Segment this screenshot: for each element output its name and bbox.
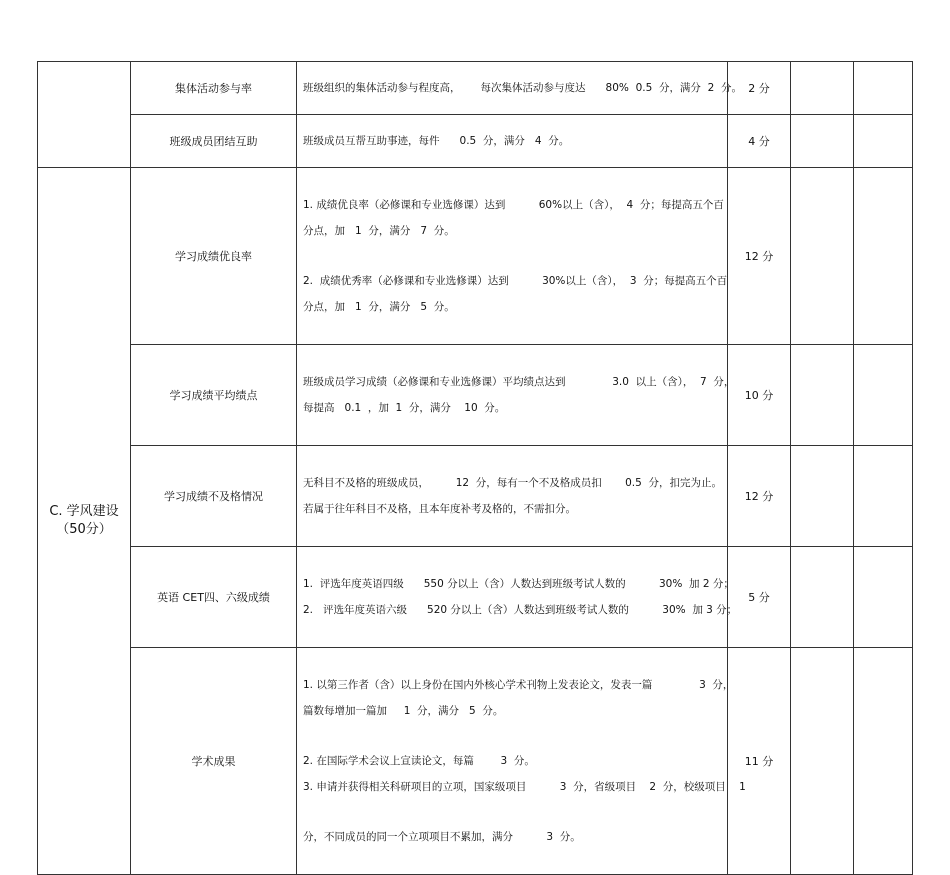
blank-cell [791, 446, 854, 547]
table-row [38, 648, 913, 875]
blank-cell [854, 648, 913, 875]
category-cell [38, 168, 131, 875]
item-description: 无科目不及格的班级成员， 12 分，每有一个不及格成员扣 0.5 分，扣完为止。 若属于往年科目不及格，且本年度补考及格的，不需扣分。 [297, 446, 728, 547]
blank-cell [854, 168, 913, 345]
item-description: 班级成员学习成绩（必修课和专业选修课）平均绩点达到 3.0 以上（含）， 7 分， 每提高 0.1 ，加 1 分，满分 10 分。 [297, 345, 728, 446]
blank-cell [854, 62, 913, 115]
item-description: 1. 以第三作者（含）以上身份在国内外核心学术刊物上发表论文，发表一篇 3 分， 篇数每增加一篇加 1 分，满分 5 分。 2. 在国际学术会议上宣读论文，每篇 3 分。 3. 申请并获得相关科研项目的立项，国家级项目 3 分，省级项目 2 分，校级项目 1 分，不同成员的同一个立项项目不累加，满分 3 分。 [297, 648, 728, 875]
table-row [38, 345, 913, 446]
table-row [38, 62, 913, 115]
item-name: 班级成员团结互助 [131, 115, 297, 168]
item-score: 12 分 [728, 446, 791, 547]
blank-cell [791, 62, 854, 115]
blank-cell [854, 345, 913, 446]
blank-cell [854, 547, 913, 648]
category-points: （50分） [56, 522, 112, 537]
item-score: 4 分 [728, 115, 791, 168]
table-row [38, 547, 913, 648]
item-score: 12 分 [728, 168, 791, 345]
item-name: 英语 CET四、六级成绩 [131, 547, 297, 648]
item-name: 集体活动参与率 [131, 62, 297, 115]
blank-cell [791, 345, 854, 446]
category-cell-empty [38, 62, 131, 168]
table-row [38, 115, 913, 168]
item-description: 班级组织的集体活动参与程度高， 每次集体活动参与度达 80% 0.5 分，满分 2 分。 [297, 62, 728, 115]
blank-cell [854, 446, 913, 547]
blank-cell [791, 648, 854, 875]
blank-cell [791, 547, 854, 648]
item-name: 学术成果 [131, 648, 297, 875]
item-name: 学习成绩优良率 [131, 168, 297, 345]
table-row [38, 446, 913, 547]
item-name: 学习成绩不及格情况 [131, 446, 297, 547]
item-score: 10 分 [728, 345, 791, 446]
item-score: 2 分 [728, 62, 791, 115]
blank-cell [854, 115, 913, 168]
category-name: C. 学风建设 [49, 504, 119, 519]
blank-cell [791, 168, 854, 345]
blank-cell [791, 115, 854, 168]
item-score: 11 分 [728, 648, 791, 875]
item-score: 5 分 [728, 547, 791, 648]
item-name: 学习成绩平均绩点 [131, 345, 297, 446]
item-description: 1. 评选年度英语四级 550 分以上（含）人数达到班级考试人数的 30% 加 2 分； 2. 评选年度英语六级 520 分以上（含）人数达到班级考试人数的 30% 加 3 分； [297, 547, 728, 648]
item-description: 1. 成绩优良率（必修课和专业选修课）达到 60%以上（含）， 4 分；每提高五个百 分点，加 1 分，满分 7 分。 2. 成绩优秀率（必修课和专业选修课）达到 30%以上（含）， 3 分；每提高五个百 分点，加 1 分，满分 5 分。 [297, 168, 728, 345]
item-description: 班级成员互帮互助事迹，每件 0.5 分，满分 4 分。 [297, 115, 728, 168]
evaluation-table [37, 61, 913, 875]
table-row [38, 168, 913, 345]
